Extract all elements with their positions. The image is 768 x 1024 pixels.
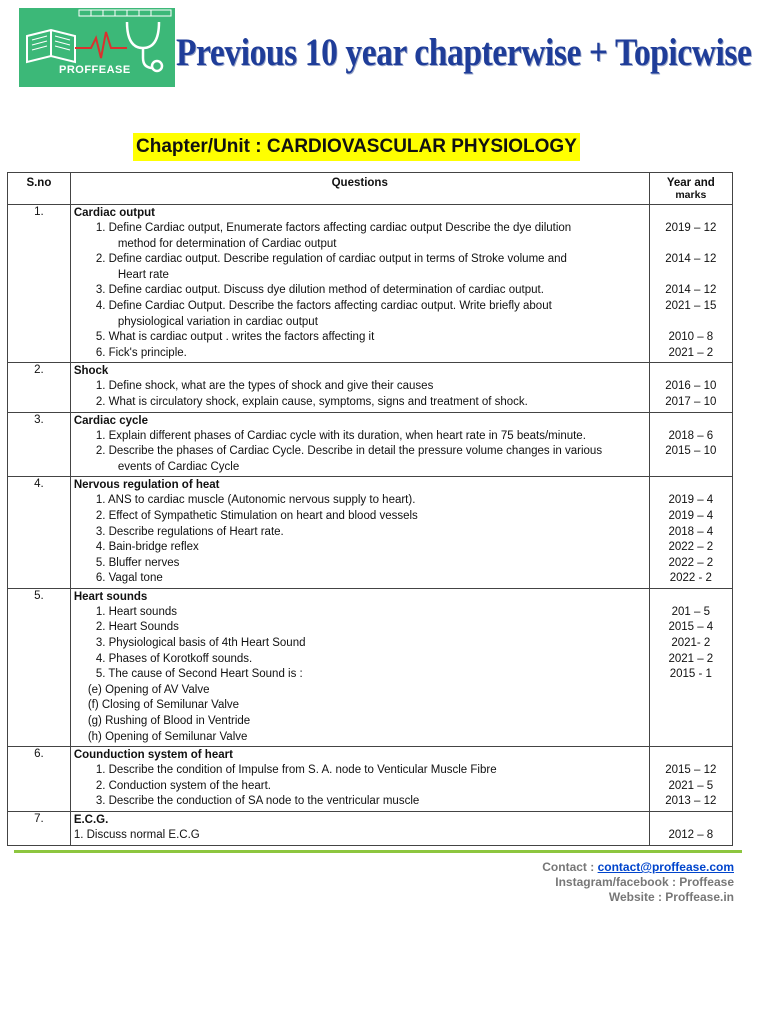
table-row <box>8 747 733 812</box>
row-questions <box>70 747 649 812</box>
question-line: 1. Heart sounds <box>95 605 177 618</box>
year-marks-value: 2015 – 12 <box>665 764 717 777</box>
row-year-marks <box>649 477 732 589</box>
year-marks-value: 2010 – 8 <box>668 331 714 344</box>
question-line: 3. Define cardiac output. Discuss dye dilution method of determination of cardiac output. <box>95 284 544 297</box>
table-row <box>8 205 733 363</box>
year-marks-value: 201 – 5 <box>671 605 710 618</box>
contact-email-link[interactable]: contact@proffease.com <box>597 860 734 874</box>
question-line: (g) Rushing of Blood in Ventride <box>87 715 251 728</box>
question-line: 6. Fick's principle. <box>95 346 187 359</box>
year-marks-value: 2021 – 5 <box>668 779 714 792</box>
row-sno: 4. <box>8 477 71 589</box>
row-questions <box>70 205 649 363</box>
section-title: Shock <box>73 365 109 378</box>
year-marks-value: 2015 – 4 <box>668 621 714 634</box>
year-marks-value: 2022 - 2 <box>669 572 712 585</box>
proffease-logo <box>19 8 175 87</box>
year-marks-value: 2022 – 2 <box>668 541 714 554</box>
table-row <box>8 412 733 477</box>
question-line: 5. Bluffer nerves <box>95 556 180 569</box>
question-line: Heart rate <box>117 268 169 281</box>
question-line: 4. Define Cardiac Output. Describe the factors affecting cardiac output. Write briefly about <box>95 299 552 312</box>
year-marks-value: 2016 – 10 <box>665 380 717 393</box>
year-marks-value: 2021 – 2 <box>668 652 714 665</box>
question-line: (f) Closing of Semilunar Valve <box>87 699 240 712</box>
year-marks-value: 2012 – 8 <box>668 829 714 841</box>
year-marks-value: 2014 – 12 <box>665 253 717 266</box>
row-sno: 7. <box>8 812 71 846</box>
questions-table <box>7 172 733 846</box>
year-marks-value: 2022 – 2 <box>668 556 714 569</box>
question-line: 2. Effect of Sympathetic Stimulation on heart and blood vessels <box>95 509 418 522</box>
header-year-marks-line2: marks <box>675 189 707 201</box>
year-marks-value: 2018 – 6 <box>668 429 714 442</box>
question-line: 4. Phases of Korotkoff sounds. <box>95 652 253 665</box>
year-marks-value <box>651 683 731 699</box>
year-marks-value <box>651 268 731 284</box>
question-line: 2. Heart Sounds <box>95 621 179 634</box>
year-marks-value <box>651 315 731 331</box>
footer-divider <box>14 850 742 853</box>
year-marks-value: 2019 – 4 <box>668 509 714 522</box>
header-questions: Questions <box>70 173 649 205</box>
question-line: 3. Describe the conduction of SA node to the ventricular muscle <box>95 795 420 808</box>
contact-label: Contact : <box>542 860 598 874</box>
question-line: 5. The cause of Second Heart Sound is : <box>95 668 303 681</box>
table-row <box>8 588 733 746</box>
section-title: Cardiac output <box>73 207 155 219</box>
question-line: 2. Define cardiac output. Describe regulation of cardiac output in terms of Stroke volume and <box>95 253 567 266</box>
year-marks-value <box>651 237 731 253</box>
question-line: physiological variation in cardiac output <box>117 315 318 328</box>
header-sno: S.no <box>8 173 71 205</box>
row-questions <box>70 588 649 746</box>
row-questions <box>70 412 649 477</box>
question-line: 5. What is cardiac output . writes the factors affecting it <box>95 331 375 344</box>
header-year-marks <box>649 173 732 205</box>
section-title: Cardiac cycle <box>73 414 148 427</box>
question-line: 4. Bain-bridge reflex <box>95 541 199 554</box>
logo-text: PROFFEASE <box>59 64 131 76</box>
year-marks-value <box>651 698 731 714</box>
row-year-marks <box>649 363 732 412</box>
year-marks-value: 2019 – 12 <box>665 222 717 234</box>
question-line: method for determination of Cardiac output <box>117 237 337 250</box>
year-marks-value: 2015 - 1 <box>669 668 712 681</box>
question-line: (h) Opening of Semilunar Valve <box>87 730 248 743</box>
question-line: 1. Define shock, what are the types of shock and give their causes <box>95 380 434 393</box>
section-title: Counduction system of heart <box>73 749 233 762</box>
row-questions <box>70 812 649 846</box>
contact-block <box>542 860 734 905</box>
year-marks-value: 2021- 2 <box>671 637 711 650</box>
question-line: 1. ANS to cardiac muscle (Autonomic nervous supply to heart). <box>95 494 416 507</box>
row-sno: 1. <box>8 205 71 363</box>
question-line: events of Cardiac Cycle <box>117 460 240 473</box>
row-sno: 5. <box>8 588 71 746</box>
row-questions <box>70 363 649 412</box>
year-marks-value: 2021 – 15 <box>665 299 717 312</box>
section-title: E.C.G. <box>73 814 109 826</box>
page-banner: Previous 10 year chapterwise + Topicwise <box>176 31 752 74</box>
table-header-row <box>8 173 733 205</box>
question-line: (e) Opening of AV Valve <box>87 683 210 696</box>
year-marks-value: 2019 – 4 <box>668 494 714 507</box>
year-marks-value <box>651 714 731 730</box>
social-text: Instagram/facebook : Proffease <box>555 875 734 889</box>
section-title: Nervous regulation of heat <box>73 479 220 492</box>
question-line: 1. Explain different phases of Cardiac cycle with its duration, when heart rate in 75 beats/minute. <box>95 429 586 442</box>
header-year-marks-line1: Year and <box>666 177 715 189</box>
question-line: 1. Describe the condition of Impulse from S. A. node to Venticular Muscle Fibre <box>95 764 497 777</box>
table-row <box>8 477 733 589</box>
website-text: Website : Proffease.in <box>608 890 734 904</box>
row-sno: 6. <box>8 747 71 812</box>
chapter-title: Chapter/Unit : CARDIOVASCULAR PHYSIOLOGY <box>133 133 580 161</box>
question-line: 1. Define Cardiac output, Enumerate factors affecting cardiac output Describe the dye dilution <box>95 222 572 234</box>
row-sno: 2. <box>8 363 71 412</box>
question-line: 2. Conduction system of the heart. <box>95 779 271 792</box>
year-marks-value: 2018 – 4 <box>668 525 714 538</box>
year-marks-value: 2015 – 10 <box>665 445 717 458</box>
year-marks-value: 2014 – 12 <box>665 284 717 297</box>
row-year-marks <box>649 588 732 746</box>
row-year-marks <box>649 812 732 846</box>
table-row <box>8 812 733 846</box>
row-sno: 3. <box>8 412 71 477</box>
year-marks-value: 2013 – 12 <box>665 795 717 808</box>
row-year-marks <box>649 747 732 812</box>
year-marks-value: 2017 – 10 <box>665 395 717 408</box>
row-year-marks <box>649 412 732 477</box>
table-row <box>8 363 733 412</box>
question-line: 3. Physiological basis of 4th Heart Sound <box>95 637 306 650</box>
question-line: 1. Discuss normal E.C.G <box>73 829 200 841</box>
row-questions <box>70 477 649 589</box>
year-marks-value <box>651 730 731 746</box>
question-line: 6. Vagal tone <box>95 572 163 585</box>
question-line: 2. What is circulatory shock, explain cause, symptoms, signs and treatment of shock. <box>95 395 528 408</box>
row-year-marks <box>649 205 732 363</box>
year-marks-value <box>651 460 731 476</box>
question-line: 2. Describe the phases of Cardiac Cycle. Describe in detail the pressure volume changes in various <box>95 445 603 458</box>
question-line: 3. Describe regulations of Heart rate. <box>95 525 284 538</box>
section-title: Heart sounds <box>73 590 148 603</box>
contact-line <box>542 860 734 875</box>
year-marks-value: 2021 – 2 <box>668 346 714 359</box>
